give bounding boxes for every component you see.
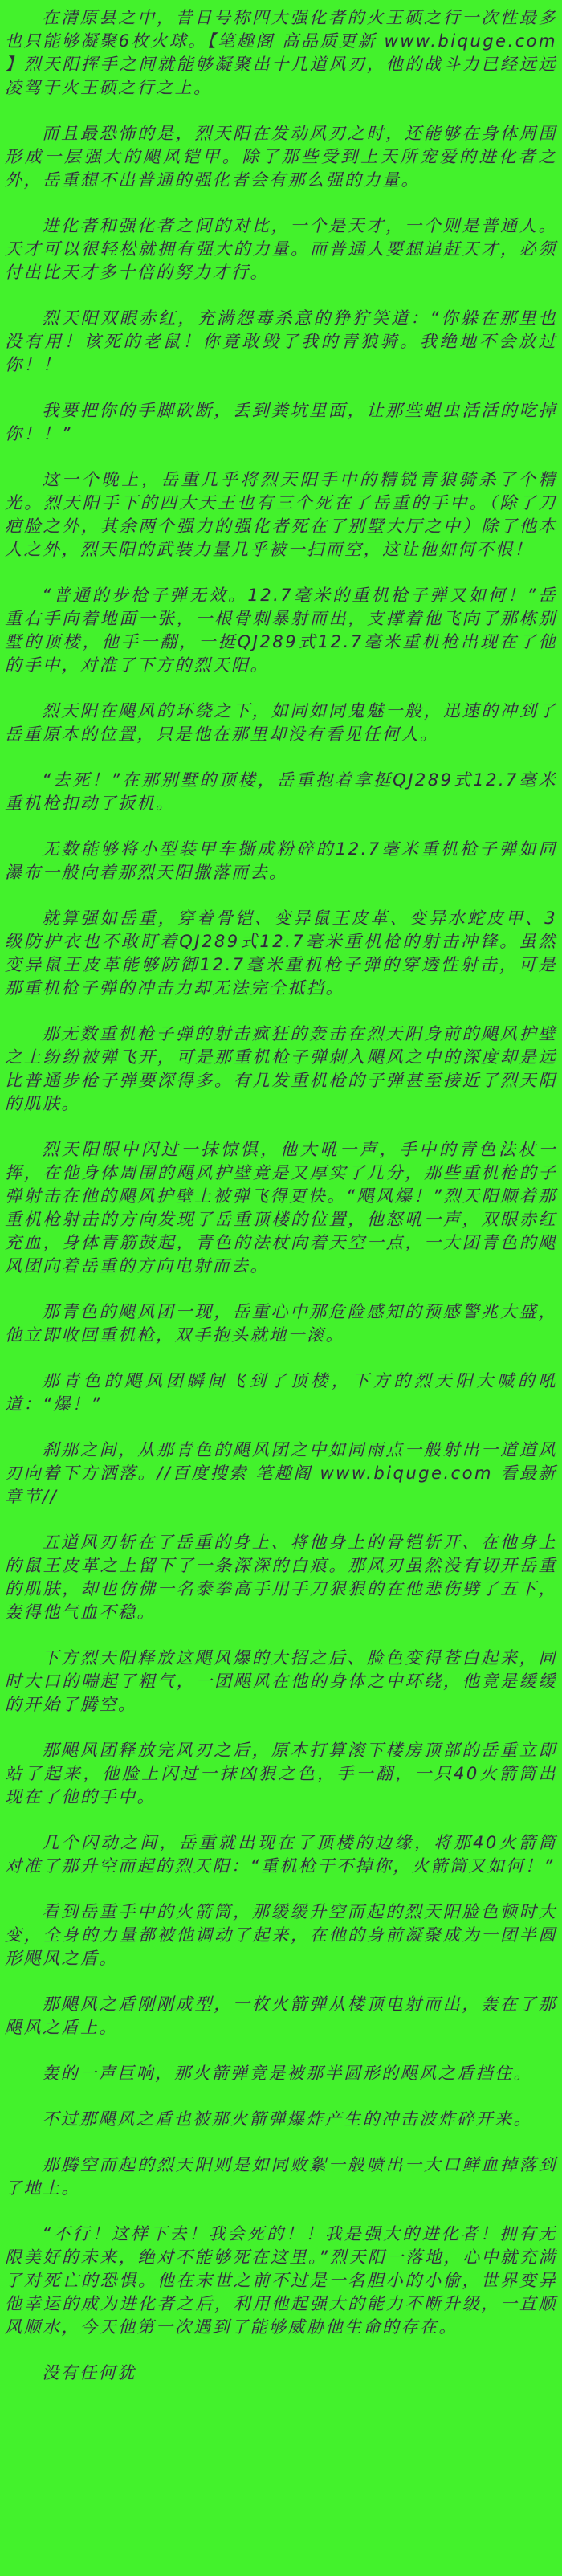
novel-paragraph: 烈天阳在飓风的环绕之下，如同如同鬼魅一般，迅速的冲到了岳重原本的位置，只是他在那里却没有看见任何人。	[5, 701, 557, 744]
novel-paragraph: 那青色的飓风团一现，岳重心中那危险感知的预感警兆大盛，他立即收回重机枪，双手抱头就地一滚。	[5, 1302, 557, 1345]
novel-paragraph: 看到岳重手中的火箭筒，那缓缓升空而起的烈天阳脸色顿时大变，全身的力量都被他调动了起来，在他的身前凝聚成为一团半圆形飓风之盾。	[5, 1902, 557, 1968]
novel-paragraph: 那飓风之盾刚刚成型，一枚火箭弹从楼顶电射而出，轰在了那飓风之盾上。	[5, 1994, 557, 2037]
novel-paragraph: 而且最恐怖的是，烈天阳在发动风刃之时，还能够在身体周围形成一层强大的飓风铠甲。除了那些受到上天所宠爱的进化者之外，岳重想不出普通的强化者会有那么强的力量。	[5, 124, 557, 190]
novel-paragraph: 那腾空而起的烈天阳则是如同败絮一般喷出一大口鲜血掉落到了地上。	[5, 2155, 557, 2198]
novel-paragraph: 刹那之间，从那青色的飓风团之中如同雨点一般射出一道道风刃向着下方洒落。//百度搜索 笔趣阁 www.biquge.com 看最新章节//	[5, 1440, 557, 1506]
novel-paragraph: 没有任何犹	[42, 2363, 136, 2382]
novel-paragraph: 在清原县之中，昔日号称四大强化者的火王硕之行一次性最多也只能够凝聚6枚火球。【笔趣阁 高品质更新 www.biquge.com 】烈天阳挥手之间就能够凝聚出十几道风刃，他的战斗力已经远远凌驾于火王硕之行之上。	[5, 8, 557, 97]
novel-paragraph: 我要把你的手脚砍断，丢到粪坑里面，让那些蛆虫活活的吃掉你！！”	[5, 401, 557, 443]
novel-paragraph: 进化者和强化者之间的对比，一个是天才，一个则是普通人。天才可以很轻松就拥有强大的力量。而普通人要想追赶天才，必须付出比天才多十倍的努力才行。	[5, 216, 557, 282]
novel-paragraph: 烈天阳眼中闪过一抹惊惧，他大吼一声，手中的青色法杖一挥，在他身体周围的飓风护壁竟是又厚实了几分，那些重机枪的子弹射击在他的飓风护壁上被弹飞得更快。“飓风爆！”烈天阳顺着那重机枪射击的方向发现了岳重顶楼的位置，他怒吼一声，双眼赤红充血，身体青筋鼓起，青色的法杖向着天空一点，一大团青色的飓风团向着岳重的方向电射而去。	[5, 1140, 557, 1276]
novel-paragraph: 五道风刃斩在了岳重的身上、将他身上的骨铠斩开、在他身上的鼠王皮革之上留下了一条深深的白痕。那风刃虽然没有切开岳重的肌肤，却也仿佛一名泰拳高手用手刀狠狠的在他悲伤劈了五下，轰得他气血不稳。	[5, 1533, 557, 1622]
novel-paragraph: 不过那飓风之盾也被那火箭弹爆炸产生的冲击波炸碎开来。	[42, 2109, 533, 2129]
novel-paragraph: 轰的一声巨响，那火箭弹竟是被那半圆形的飓风之盾挡住。	[42, 2064, 533, 2083]
novel-paragraph: “普通的步枪子弹无效。12.7毫米的重机枪子弹又如何！”岳重右手向着地面一张，一根骨刺暴射而出，支撑着他飞向了那栋别墅的顶楼，他手一翻，一挺QJ289式12.7毫米重机枪出现在了他的手中，对准了下方的烈天阳。	[5, 586, 557, 675]
novel-paragraph: 无数能够将小型装甲车撕成粉碎的12.7毫米重机枪子弹如同瀑布一般向着那烈天阳撒落而去。	[5, 839, 557, 882]
novel-paragraph: 烈天阳双眼赤红，充满怨毒杀意的狰狞笑道：“你躲在那里也没有用！该死的老鼠！你竟敢毁了我的青狼骑。我绝地不会放过你！！	[5, 308, 557, 374]
novel-paragraph: 那青色的飓风团瞬间飞到了顶楼，下方的烈天阳大喊的吼道：“爆！”	[5, 1371, 557, 1414]
novel-paragraph: 就算强如岳重，穿着骨铠、变异鼠王皮革、变异水蛇皮甲、3级防护衣也不敢盯着QJ289式12.7毫米重机枪的射击冲锋。虽然变异鼠王皮革能够防御12.7毫米重机枪子弹的穿透性射击，可是那重机枪子弹的冲击力却无法完全抵挡。	[5, 908, 557, 998]
novel-paragraph: 那无数重机枪子弹的射击疯狂的轰击在烈天阳身前的飓风护壁之上纷纷被弹飞开，可是那重机枪子弹刺入飓风之中的深度却是远比普通步枪子弹要深得多。有几发重机枪的子弹甚至接近了烈天阳的肌肤。	[5, 1024, 557, 1113]
novel-paragraph: “不行！这样下去！我会死的！！我是强大的进化者！拥有无限美好的未来，绝对不能够死在这里。”烈天阳一落地，心中就充满了对死亡的恐惧。他在末世之前不过是一名胆小的小偷，世界变异他幸运的成为进化者之后，利用他起强大的能力不断升级，一直顺风顺水，今天他第一次遇到了能够威胁他生命的存在。	[5, 2224, 557, 2337]
novel-paragraph: 这一个晚上，岳重几乎将烈天阳手中的精锐青狼骑杀了个精光。烈天阳手下的四大天王也有三个死在了岳重的手中。（除了刀疤脸之外，其余两个强力的强化者死在了别墅大厅之中）除了他本人之外，烈天阳的武装力量几乎被一扫而空，这让他如何不恨！	[5, 470, 557, 559]
novel-paragraph: 那飓风团释放完风刃之后，原本打算滚下楼房顶部的岳重立即站了起来，他脸上闪过一抹凶狠之色，手一翻，一只40火箭筒出现在了他的手中。	[5, 1741, 557, 1806]
novel-paragraph: “去死！”在那别墅的顶楼，岳重抱着拿挺QJ289式12.7毫米重机枪扣动了扳机。	[5, 770, 557, 813]
novel-paragraph: 几个闪动之间，岳重就出现在了顶楼的边缘，将那40火箭筒对准了那升空而起的烈天阳：“重机枪干不掉你，火箭筒又如何！”	[5, 1833, 557, 1876]
novel-paragraph: 下方烈天阳释放这飓风爆的大招之后、脸色变得苍白起来，同时大口的喘起了粗气，一团飓风在他的身体之中环绕，他竟是缓缓的开始了腾空。	[5, 1648, 557, 1714]
